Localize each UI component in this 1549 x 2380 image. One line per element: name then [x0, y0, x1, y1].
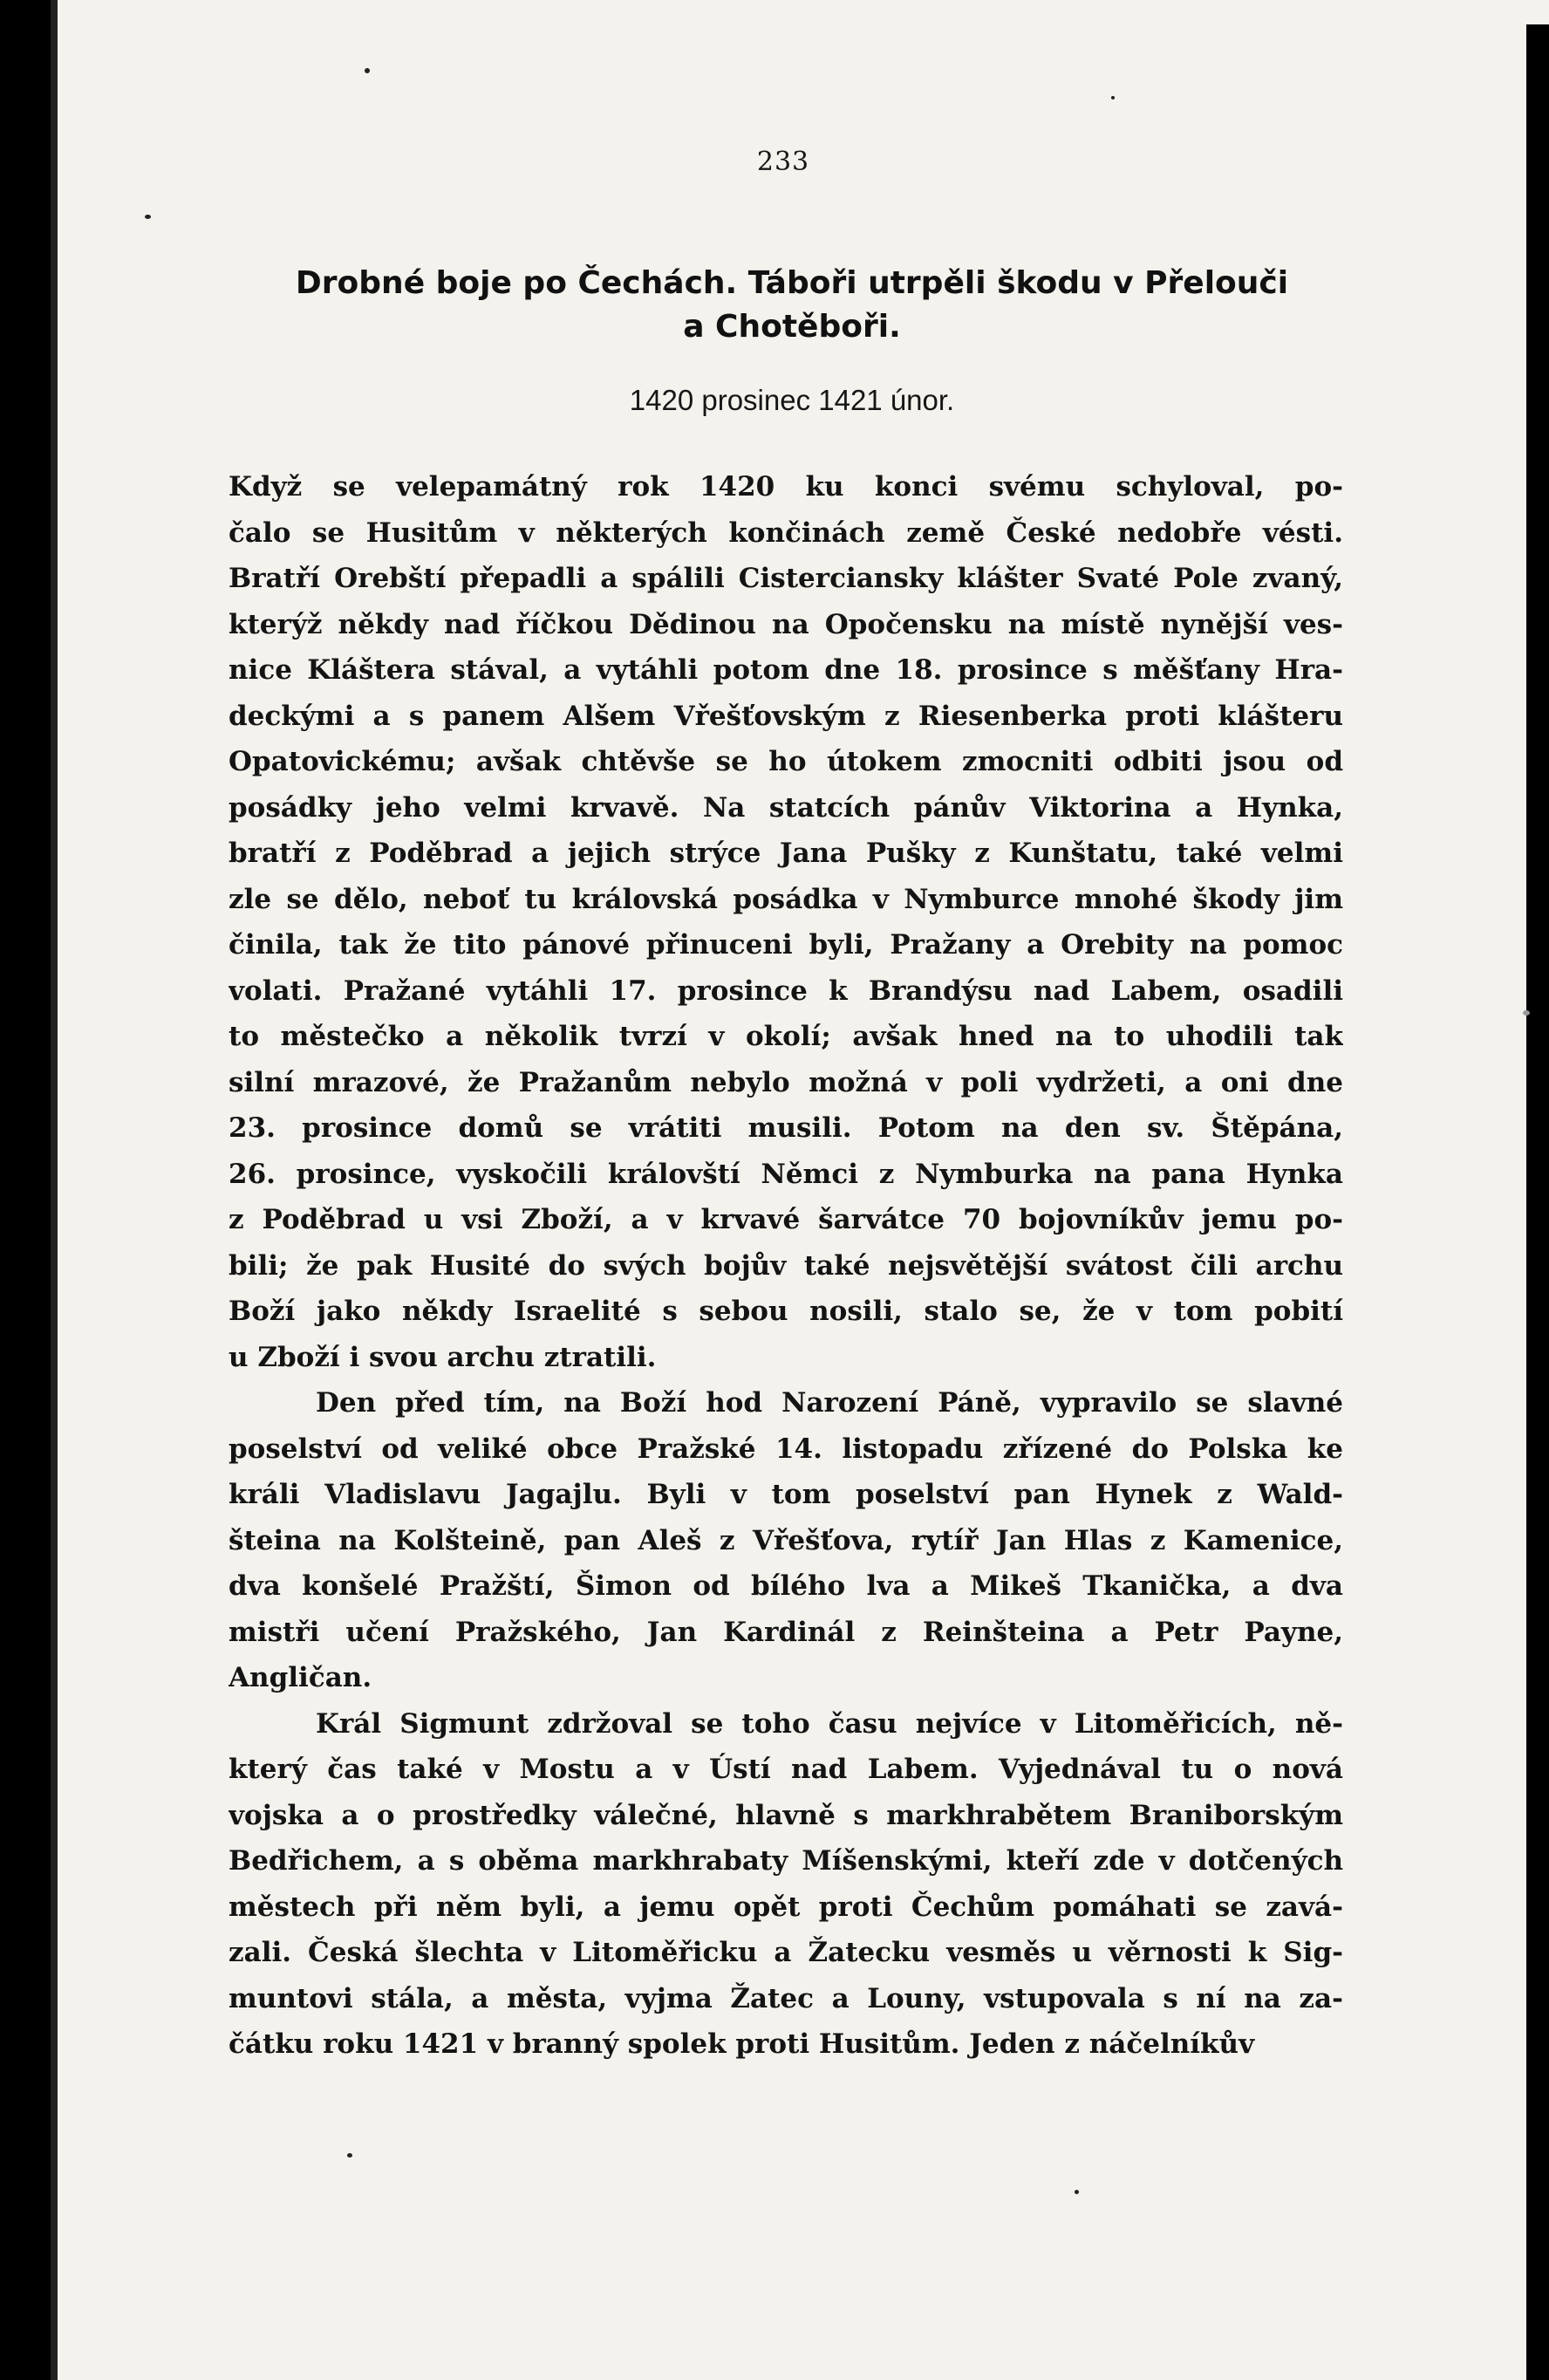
page-corner — [1516, 0, 1549, 24]
page-fold-shadow — [51, 0, 58, 2380]
body-line: králi Vladislavu Jagajlu. Byli v tom poselství pan Hynek z Wald- — [229, 1479, 1343, 1510]
body-line: Den před tím, na Boží hod Narození Páně, vypravilo se slavné — [316, 1387, 1343, 1419]
body-line: čalo se Husitům v některých končinách země České nedobře vésti. — [229, 516, 1343, 549]
body-line: posádky jeho velmi krvavě. Na statcích pánův Viktorina a Hynka, — [229, 791, 1343, 824]
scan-speck — [347, 2153, 352, 2158]
body-line: z Poděbrad u vsi Zboží, a v krvavé šarvátce 70 bojovníkův jemu po- — [229, 1204, 1343, 1235]
scan-speck — [1523, 1010, 1530, 1016]
body-line: dva konšelé Pražští, Šimon od bílého lva a Mikeš Tkanička, a dva — [229, 1570, 1343, 1602]
body-line: Opatovickému; avšak chtěvše se ho útokem zmocniti odbiti jsou od — [229, 746, 1343, 777]
body-line: Když se velepamátný rok 1420 ku konci svému schyloval, po- — [229, 471, 1343, 503]
scan-speck — [145, 215, 151, 219]
body-line: Bedřichem, a s oběma markhrabaty Míšenskými, kteří zde v dotčených — [229, 1845, 1343, 1877]
body-line: městech při něm byli, a jemu opět proti Čechům pomáhati se zavá- — [229, 1891, 1343, 1923]
body-line: 26. prosince, vyskočili královští Němci z Nymburka na pana Hynka — [229, 1158, 1343, 1190]
body-line: Král Sigmunt zdržoval se toho času nejvíce v Litoměřicích, ně- — [316, 1707, 1343, 1740]
body-line: deckými a s panem Alšem Vřešťovským z Riesenberka proti klášteru — [229, 700, 1343, 732]
chapter-title-line: Drobné boje po Čechách. Táboři utrpěli škodu v Přelouči — [295, 265, 1289, 301]
body-line: vojska a o prostředky válečné, hlavně s markhrabětem Braniborským — [229, 1799, 1343, 1831]
body-line: muntovi stála, a města, vyjma Žatec a Louny, vstupovala s ní na za- — [229, 1982, 1343, 2014]
body-text — [229, 464, 1343, 2068]
body-line: u Zboží i svou archu ztratili. — [229, 1341, 657, 1373]
body-line: poselství od veliké obce Pražské 14. listopadu zřízené do Polska ke — [229, 1433, 1343, 1465]
scan-speck — [1075, 2190, 1079, 2194]
body-line: 23. prosince domů se vrátiti musili. Potom na den sv. Štěpána, — [229, 1112, 1343, 1144]
body-line: to městečko a několik tvrzí v okolí; avšak hned na to uhodili tak — [229, 1021, 1343, 1052]
body-line: Bratří Orebští přepadli a spálili Cisterciansky klášter Svaté Pole zvaný, — [229, 563, 1343, 594]
chapter-date: 1420 prosinec 1421 únor. — [629, 384, 955, 416]
body-line: šteina na Kolšteině, pan Aleš z Vřešťova, rytíř Jan Hlas z Kamenice, — [229, 1524, 1343, 1556]
body-line: který čas také v Mostu a v Ústí nad Labem. Vyjednával tu o nová — [229, 1754, 1343, 1785]
body-line: čátku roku 1421 v branný spolek proti Husitům. Jeden z náčelníkův — [229, 2028, 1255, 2060]
body-line: bili; že pak Husité do svých bojův také nejsvětější svátost čili archu — [229, 1249, 1343, 1282]
body-line: mistři učení Pražského, Jan Kardinál z Reinšteina a Petr Payne, — [229, 1616, 1343, 1648]
body-line: volati. Pražané vytáhli 17. prosince k Brandýsu nad Labem, osadili — [229, 975, 1343, 1007]
body-line: silní mrazové, že Pražanům nebylo možná v poli vydržeti, a oni dne — [229, 1066, 1343, 1098]
body-line: nice Kláštera stával, a vytáhli potom dne 18. prosince s měšťany Hra- — [229, 654, 1343, 686]
page-number: 233 — [756, 147, 810, 177]
body-line: zali. Česká šlechta v Litoměřicku a Žatecku vesměs u věrnosti k Sig- — [229, 1937, 1343, 1968]
chapter-title-line: a Chotěboři. — [683, 309, 901, 345]
scan-speck — [1111, 96, 1115, 99]
body-line: Boží jako někdy Israelité s sebou nosili, stalo se, že v tom pobití — [229, 1296, 1343, 1327]
scan-speck — [365, 68, 370, 73]
body-line: zle se dělo, neboť tu královská posádka v Nymburce mnohé škody jim — [229, 883, 1343, 915]
body-line: činila, tak že tito pánové přinuceni byli, Pražany a Orebity na pomoc — [229, 929, 1343, 961]
book-page — [51, 0, 1526, 2380]
chapter-title — [260, 262, 1324, 349]
body-line: bratří z Poděbrad a jejich strýce Jana Pušky z Kunštatu, také velmi — [229, 838, 1343, 869]
body-line: kterýž někdy nad říčkou Dědinou na Opočensku na místě nynější ves- — [229, 608, 1343, 640]
body-line: Angličan. — [229, 1662, 372, 1693]
